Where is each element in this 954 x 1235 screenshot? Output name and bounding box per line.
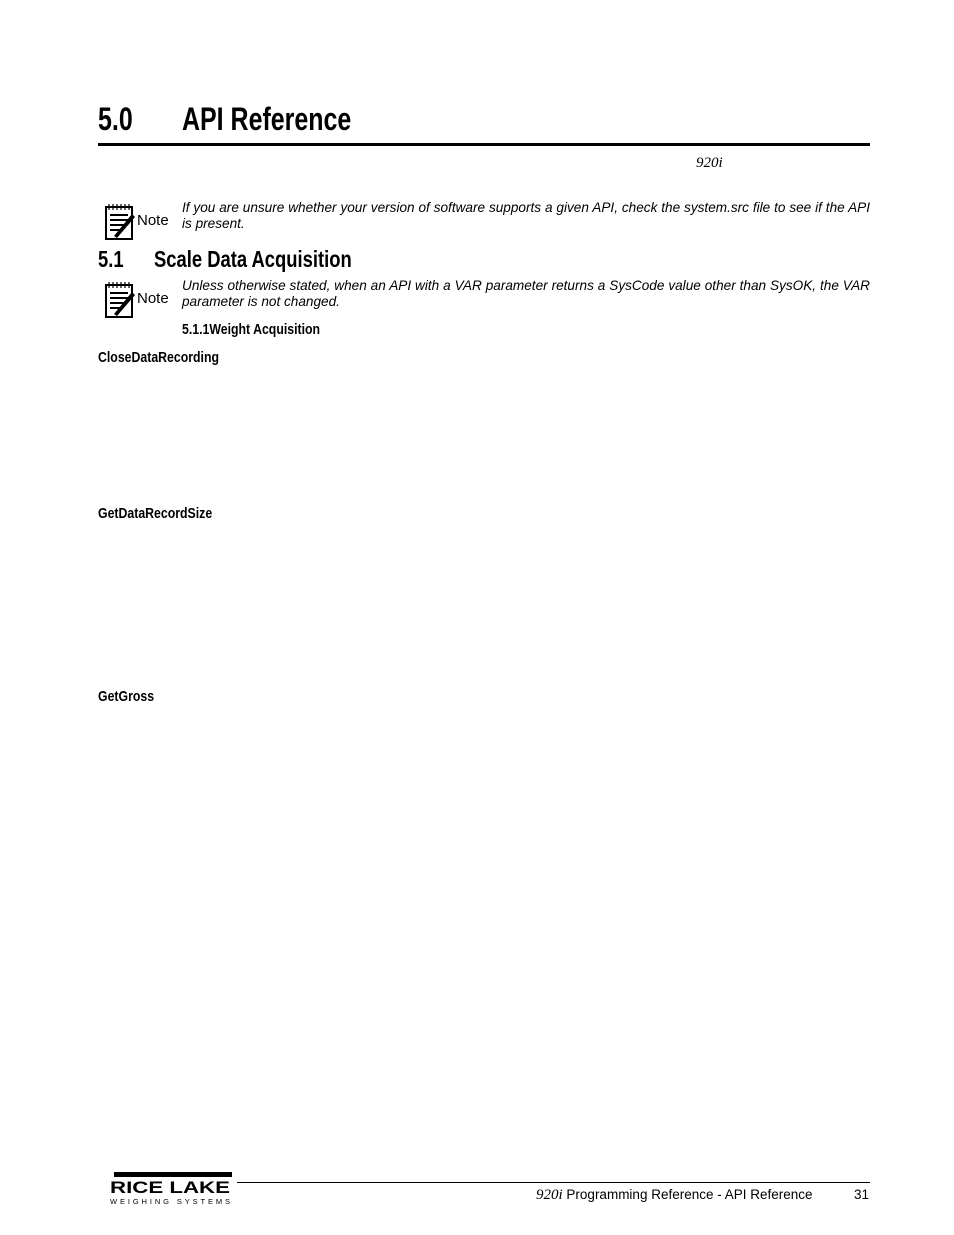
section-number: 5.1 [98,246,124,272]
page-number: 31 [854,1187,870,1202]
note-text: Unless otherwise stated, when an API with a VAR parameter returns a SysCode value other than SysOK, the VAR parameter is not changed. [182,278,870,309]
section-title: Scale Data Acquisition [154,246,352,272]
note-notepad-icon [104,202,172,242]
chapter-title: API Reference [182,101,352,137]
footer-doc-title [536,1187,813,1204]
api-heading-getdatarecordsize: GetDataRecordSize [98,505,213,522]
api-heading-getgross: GetGross [98,688,155,705]
logo-sub-text: WEIGHING SYSTEMS [110,1197,230,1206]
footer-divider [237,1182,870,1183]
note-text: If you are unsure whether your version of software supports a given API, check the system.src file to see if the API is present. [182,200,870,231]
api-heading-closedatarecording: CloseDataRecording [98,349,219,366]
note-notepad-icon [104,280,172,320]
chapter-number: 5.0 [98,101,133,137]
subsection-heading: 5.1.1Weight Acquisition [182,321,321,338]
note-label: Note [137,212,169,229]
rice-lake-logo [108,1172,234,1206]
footer-product: 920i [536,1187,563,1203]
footer-title-text: Programming Reference - API Reference [562,1187,813,1202]
logo-main-text: RICE LAKE [110,1178,230,1197]
product-reference: 920i [696,155,723,171]
chapter-divider [98,143,870,146]
note-label: Note [137,290,169,307]
